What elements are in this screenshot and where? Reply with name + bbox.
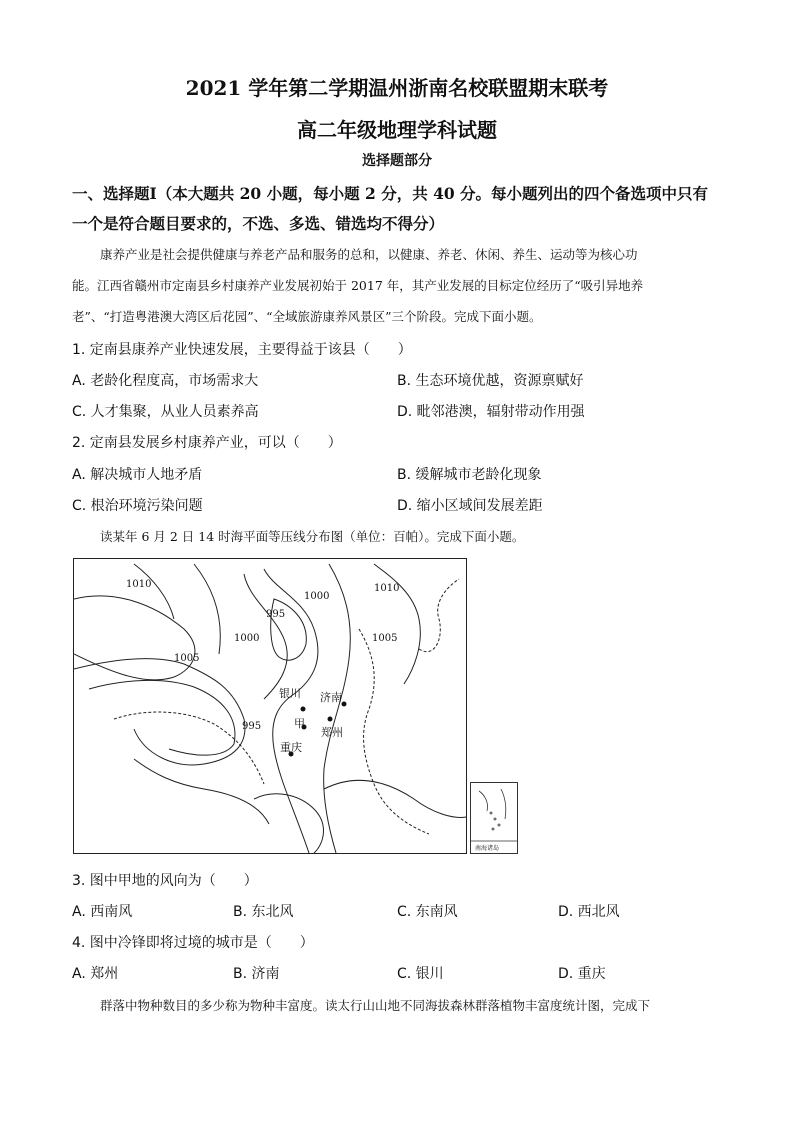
- question-4-option-b: B. 济南: [233, 966, 280, 982]
- isobar-label-1010-west: 1010: [126, 579, 152, 590]
- question-3-option-d: D. 西北风: [558, 904, 620, 920]
- section-label: 选择题部分: [362, 153, 432, 169]
- city-yinchuan-label: 银川: [279, 687, 301, 700]
- question-4-option-a: A. 郑州: [72, 966, 119, 982]
- inset-label: 南海诸岛: [475, 845, 500, 852]
- city-zhengzhou-label: 郑州: [321, 726, 343, 739]
- exam-title: 2021 学年第二学期温州浙南名校联盟期末联考: [185, 76, 609, 100]
- question-3-stem: 3. 图中甲地的风向为（ ）: [72, 873, 258, 889]
- city-jinan-label: 济南: [320, 691, 342, 704]
- question-2-option-b: B. 缓解城市老龄化现象: [397, 467, 542, 483]
- isobar-label-1005-east: 1005: [372, 633, 398, 644]
- question-1-option-c: C. 人才集聚，从业人员素养高: [72, 404, 259, 420]
- south-china-sea-inset-graphic: [471, 783, 517, 853]
- question-4-stem: 4. 图中冷锋即将过境的城市是（ ）: [72, 935, 314, 951]
- isobar-label-995-south: 995: [242, 721, 262, 732]
- question-2-option-a: A. 解决城市人地矛盾: [72, 467, 203, 483]
- south-china-sea-inset: [470, 782, 518, 854]
- passage2: 读某年 6 月 2 日 14 时海平面等压线分布图（单位：百帕）。完成下面小题。: [100, 529, 525, 544]
- question-1-option-a: A. 老龄化程度高，市场需求大: [72, 373, 259, 389]
- city-yinchuan-marker: [301, 707, 306, 712]
- question-3-option-a: A. 西南风: [72, 904, 133, 920]
- question-2-stem: 2. 定南县发展乡村康养产业，可以（ ）: [72, 435, 342, 451]
- question-2-option-c: C. 根治环境污染问题: [72, 498, 203, 514]
- question-3-option-b: B. 东北风: [233, 904, 294, 920]
- city-jinan-marker: [342, 702, 347, 707]
- exam-subtitle: 高二年级地理学科试题: [297, 118, 497, 142]
- isobar-label-995-north: 995: [266, 609, 286, 620]
- isobar-label-1000-north: 1000: [304, 591, 330, 602]
- passage1-line2: 能。江西省赣州市定南县乡村康养产业发展初始于 2017 年，其产业发展的目标定位经历了“吸引异地养: [72, 278, 644, 293]
- city-chongqing-label: 重庆: [280, 741, 302, 754]
- point-jia-label: 甲: [294, 717, 305, 730]
- question-4-option-d: D. 重庆: [558, 966, 606, 982]
- isobar-map-graphic: [74, 559, 466, 853]
- question-1-option-d: D. 毗邻港澳，辐射带动作用强: [397, 404, 585, 420]
- question-2-option-d: D. 缩小区域间发展差距: [397, 498, 543, 514]
- isobar-label-1010-east: 1010: [374, 583, 400, 594]
- city-zhengzhou-marker: [328, 717, 333, 722]
- question-1-stem: 1. 定南县康养产业快速发展，主要得益于该县（ ）: [72, 342, 412, 358]
- passage3: 群落中物种数目的多少称为物种丰富度。读太行山山地不同海拔森林群落植物丰富度统计图，完成下: [100, 998, 651, 1013]
- passage1-line1: 康养产业是社会提供健康与养老产品和服务的总和，以健康、养老、休闲、养生、运动等为核心功: [100, 247, 638, 262]
- isobar-label-1000-west: 1000: [234, 633, 260, 644]
- question-3-option-c: C. 东南风: [397, 904, 458, 920]
- question-4-option-c: C. 银川: [397, 966, 444, 982]
- passage1-line3: 老”、“打造粤港澳大湾区后花园”、“全域旅游康养风景区”三个阶段。完成下面小题。: [72, 309, 542, 324]
- part-heading-line1: 一、选择题Ⅰ（本大题共 20 小题，每小题 2 分，共 40 分。每小题列出的四个备选项中只有: [72, 184, 709, 203]
- isobar-label-1005-west: 1005: [174, 653, 200, 664]
- question-1-option-b: B. 生态环境优越，资源禀赋好: [397, 373, 584, 389]
- isobar-map: [73, 558, 467, 854]
- part-heading-line2: 一个是符合题目要求的，不选、多选、错选均不得分）: [72, 214, 445, 233]
